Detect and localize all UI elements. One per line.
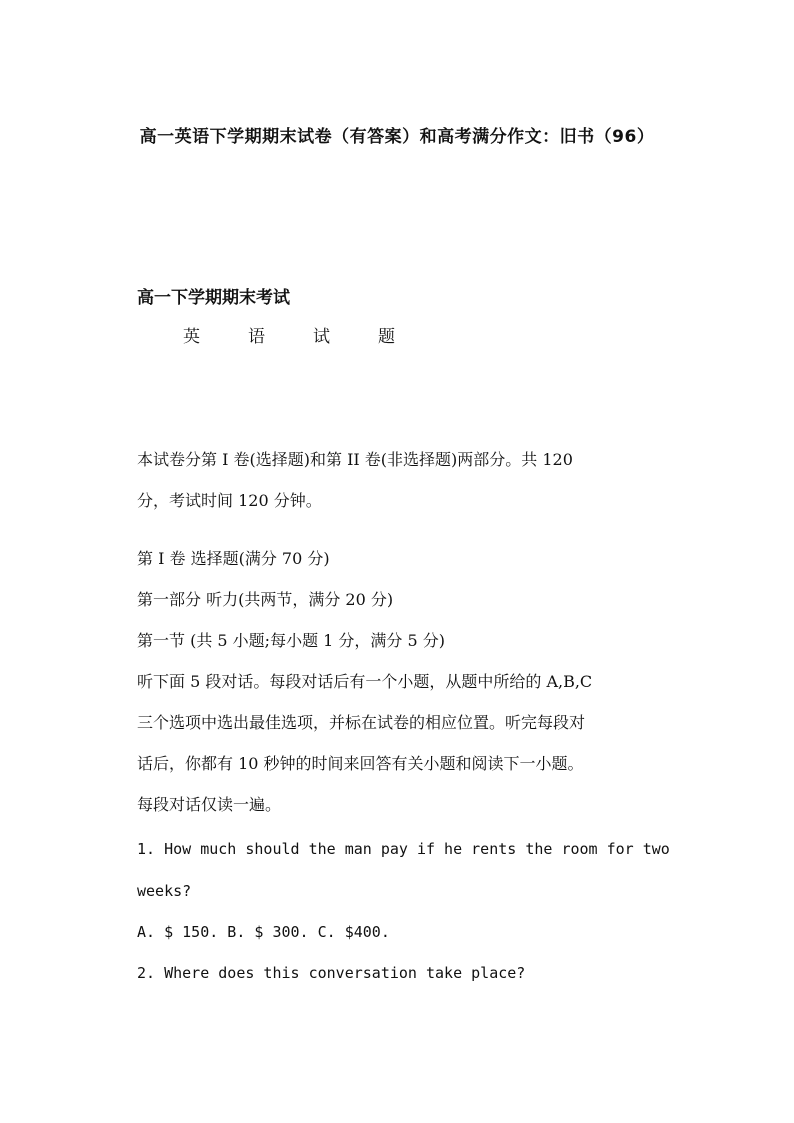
subject-char: 试: [313, 327, 330, 347]
document-title: 高一英语下学期期末试卷（有答案）和高考满分作文：旧书（96）: [139, 127, 655, 147]
intro-paragraph-line: 本试卷分第 I 卷(选择题)和第 II 卷(非选择题)两部分。共 120: [137, 450, 573, 469]
question-1-text: 1. How much should the man pay if he rents the room for two: [137, 840, 670, 858]
instruction-line: 听下面 5 段对话。每段对话后有一个小题，从题中所给的 A,B,C: [137, 672, 593, 691]
section-heading: 第一节 (共 5 小题;每小题 1 分，满分 5 分): [137, 631, 446, 650]
instruction-line: 三个选项中选出最佳选项，并标在试卷的相应位置。听完每段对: [137, 713, 586, 732]
subject-char: 题: [378, 327, 395, 347]
question-2-text: 2. Where does this conversation take place?: [137, 964, 526, 982]
instruction-line: 每段对话仅读一遍。: [137, 795, 282, 814]
question-1-text: weeks?: [137, 882, 192, 900]
part-heading: 第一部分 听力(共两节，满分 20 分): [137, 590, 394, 609]
exam-heading: 高一下学期期末考试: [137, 288, 290, 308]
volume-heading: 第 I 卷 选择题(满分 70 分): [137, 549, 330, 568]
intro-paragraph-line: 分，考试时间 120 分钟。: [137, 491, 322, 510]
subject-char: 英: [183, 327, 200, 347]
question-1-options: A. $ 150. B. $ 300. C. $400.: [137, 923, 390, 941]
instruction-line: 话后，你都有 10 秒钟的时间来回答有关小题和阅读下一小题。: [137, 754, 584, 773]
subject-char: 语: [248, 327, 265, 347]
subject-line: [183, 322, 443, 347]
